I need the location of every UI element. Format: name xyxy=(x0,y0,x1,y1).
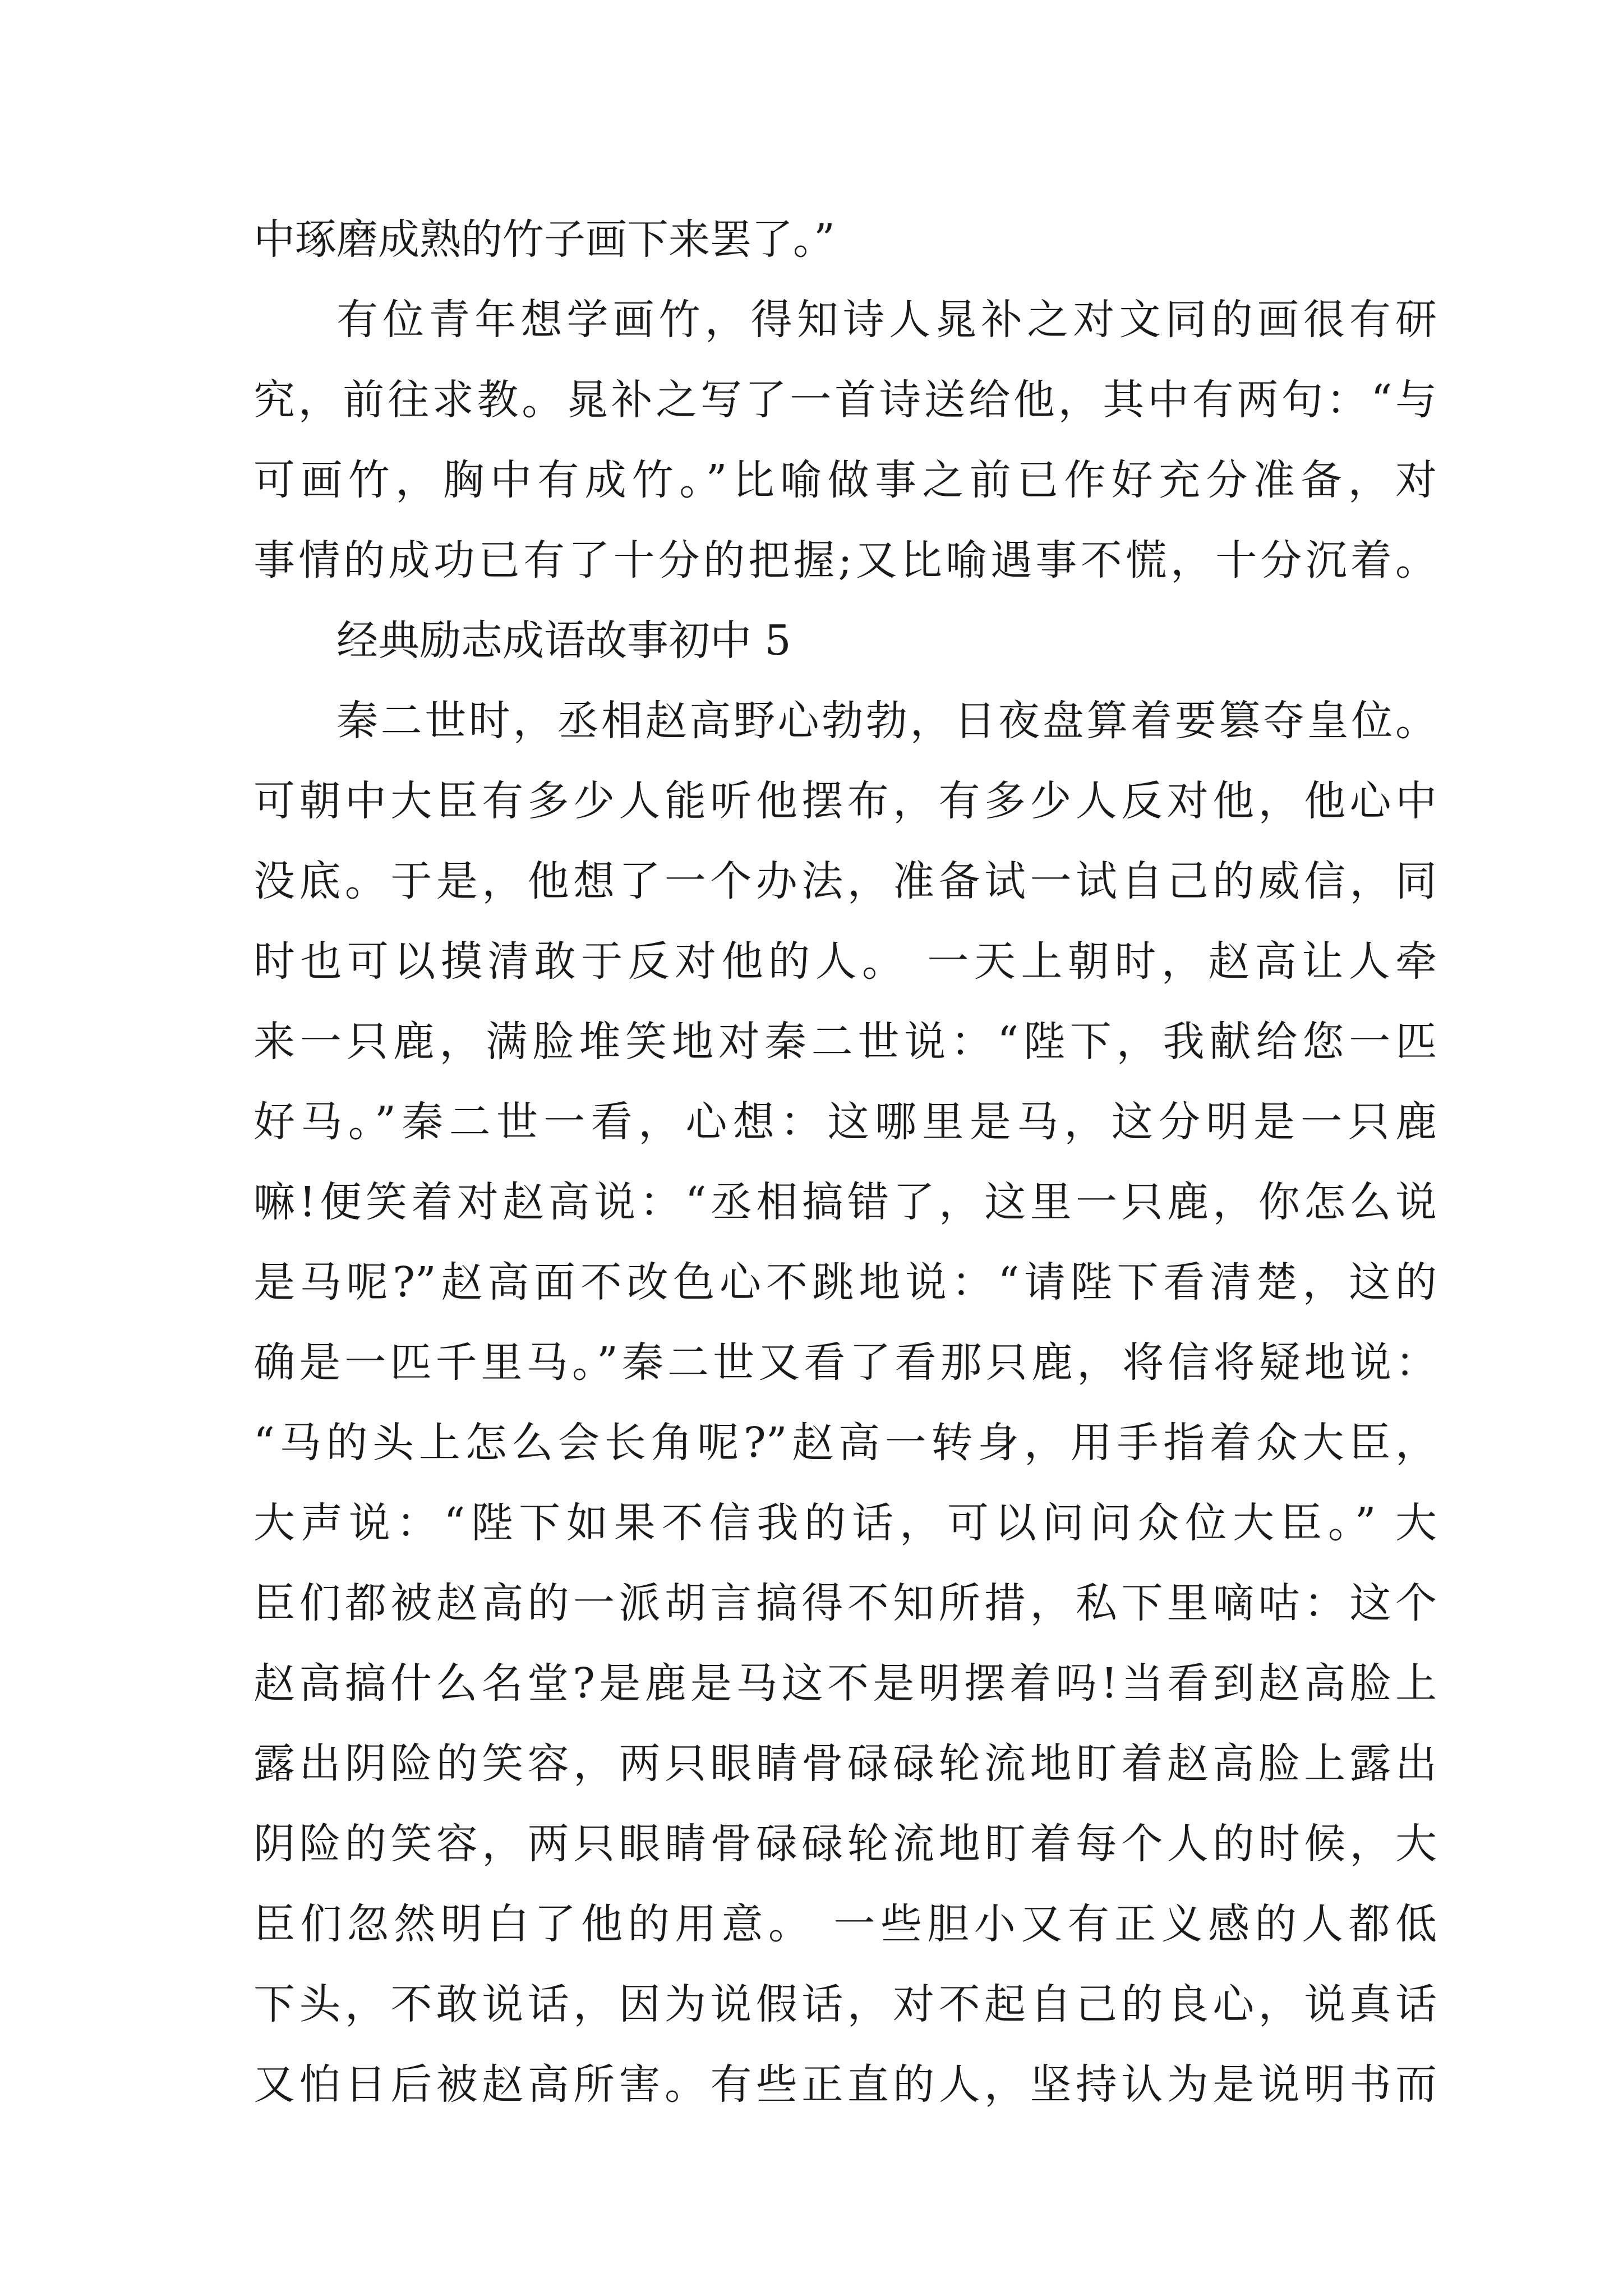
text-line: 臣们都被赵高的一派胡言搞得不知所措，私下里嘀咕：这个 xyxy=(253,1579,1437,1627)
text-line: 时也可以摸清敢于反对他的人。 一天上朝时，赵高让人牵 xyxy=(253,937,1437,986)
text-line: 臣们忽然明白了他的用意。 一些胆小又有正义感的人都低 xyxy=(253,1900,1437,1948)
section-heading: 经典励志成语故事初中 5 xyxy=(336,616,791,665)
text-line: 没底。于是，他想了一个办法，准备试一试自己的威信，同 xyxy=(253,857,1437,905)
text-line: 露出阴险的笑容，两只眼睛骨碌碌轮流地盯着赵高脸上露出 xyxy=(253,1740,1437,1788)
text-line: 确是一匹千里马。”秦二世又看了看那只鹿，将信将疑地说： xyxy=(253,1338,1437,1387)
text-line: 是马呢?”赵高面不改色心不跳地说：“请陛下看清楚，这的 xyxy=(253,1258,1437,1306)
text-line: 赵高搞什么名堂?是鹿是马这不是明摆着吗!当看到赵高脸上 xyxy=(253,1659,1437,1708)
text-line: 下头，不敢说话，因为说假话，对不起自己的良心，说真话 xyxy=(253,1980,1437,2028)
text-line: 阴险的笑容，两只眼睛骨碌碌轮流地盯着每个人的时候，大 xyxy=(253,1820,1437,1868)
text-line: 可朝中大臣有多少人能听他摆布，有多少人反对他，他心中 xyxy=(253,777,1437,825)
text-line: 有位青年想学画竹，得知诗人晁补之对文同的画很有研 xyxy=(336,296,1437,344)
text-line: 好马。”秦二世一看，心想：这哪里是马，这分明是一只鹿 xyxy=(253,1098,1437,1146)
body-text xyxy=(253,200,1437,2125)
text-line: 嘛!便笑着对赵高说：“丞相搞错了，这里一只鹿，你怎么说 xyxy=(253,1178,1437,1226)
text-line: 究，前往求教。晁补之写了一首诗送给他，其中有两句：“与 xyxy=(253,376,1437,424)
text-line: “马的头上怎么会长角呢?”赵高一转身，用手指着众大臣， xyxy=(253,1419,1437,1467)
text-line: 可画竹，胸中有成竹。”比喻做事之前已作好充分准备，对 xyxy=(253,456,1437,504)
text-line: 又怕日后被赵高所害。有些正直的人，坚持认为是说明书而 xyxy=(253,2060,1437,2109)
text-line: 来一只鹿，满脸堆笑地对秦二世说：“陛下，我献给您一匹 xyxy=(253,1018,1437,1066)
text-line: 中琢磨成熟的竹子画下来罢了。” xyxy=(253,215,835,264)
text-line: 大声说：“陛下如果不信我的话，可以问问众位大臣。” 大 xyxy=(253,1499,1437,1547)
text-line: 秦二世时，丞相赵高野心勃勃，日夜盘算着要篡夺皇位。 xyxy=(336,697,1437,745)
text-line: 事情的成功已有了十分的把握;又比喻遇事不慌，十分沉着。 xyxy=(253,536,1437,585)
